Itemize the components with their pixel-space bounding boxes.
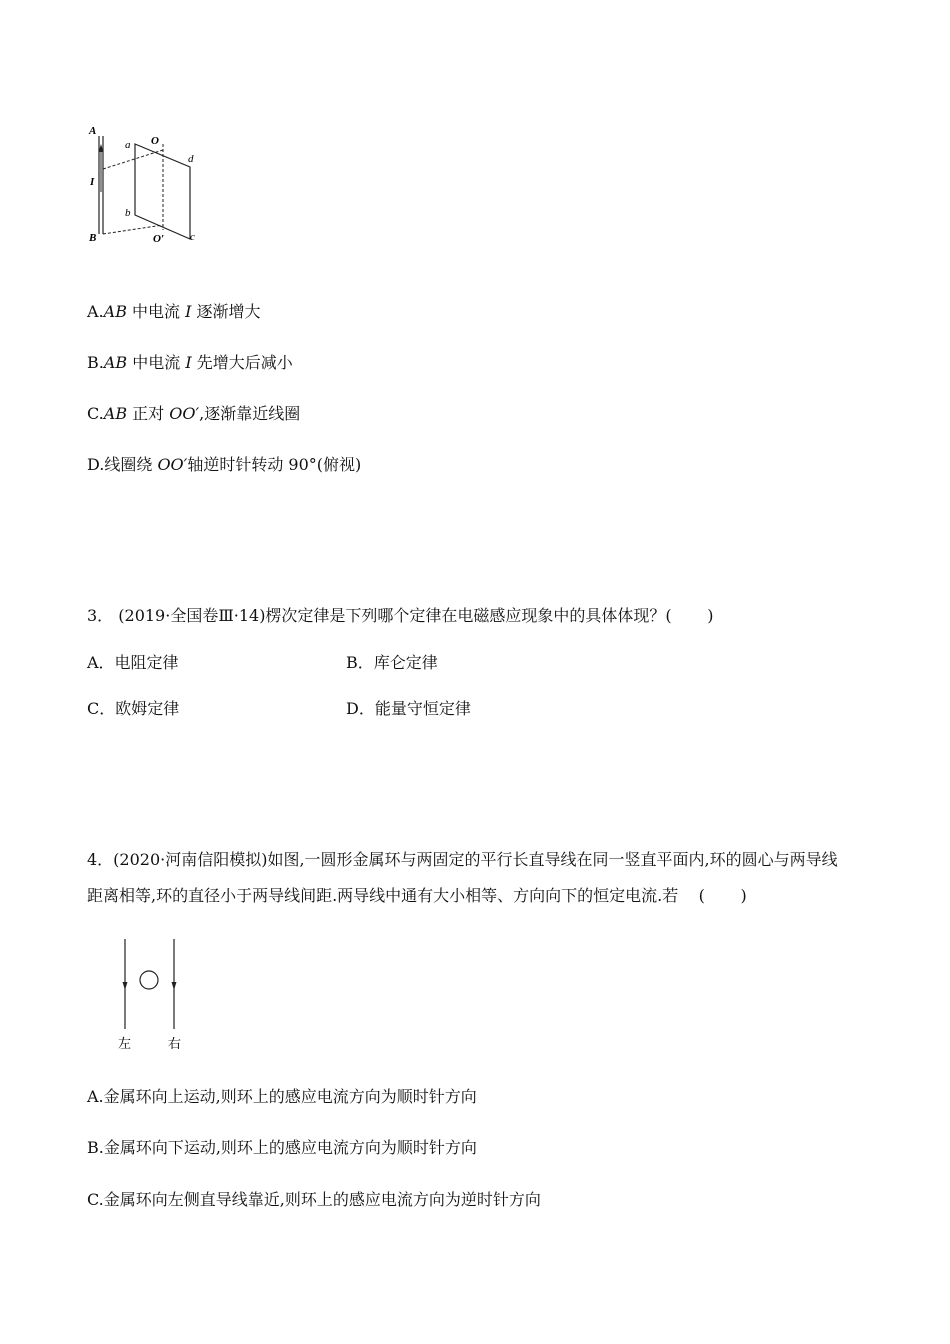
label-i: I xyxy=(90,176,95,188)
q4-option-b: B.金属环向下运动,则环上的感应电流方向为顺时针方向 xyxy=(87,1138,477,1157)
q4-stem-line1: 4．(2020·河南信阳模拟)如图,一圆形金属环与两固定的平行长直导线在同一竖直平面内,环的圆心与两导线 xyxy=(87,850,838,869)
label-left: 左 xyxy=(118,1036,132,1051)
label-o: O xyxy=(151,135,159,147)
q4-stem-line2: 距离相等,环的直径小于两导线间距.两导线中通有大小相等、方向向下的恒定电流.若 ( ) xyxy=(87,886,747,905)
q3-option-c: C．欧姆定律 xyxy=(87,699,180,718)
q4-option-a: A.金属环向上运动,则环上的感应电流方向为顺时针方向 xyxy=(87,1087,477,1106)
label-right: 右 xyxy=(168,1036,182,1051)
q4-option-c: C.金属环向左侧直导线靠近,则环上的感应电流方向为逆时针方向 xyxy=(87,1190,541,1209)
dash-top xyxy=(103,150,163,169)
label-a: a xyxy=(125,139,131,151)
left-wire-arrowhead xyxy=(123,982,128,990)
q2-option-c: C.AB 正对 OO′,逐渐靠近线圈 xyxy=(87,404,301,423)
q3-option-b: B．库仑定律 xyxy=(346,653,438,672)
coil-wire-figure xyxy=(80,122,220,247)
wires-ring-figure xyxy=(110,935,190,1055)
label-a-upper: A xyxy=(89,125,97,137)
label-o-prime: O′ xyxy=(153,233,165,245)
q2-option-b: B.AB 中电流 I 先增大后减小 xyxy=(87,353,293,372)
q2-option-a: A.AB 中电流 I 逐渐增大 xyxy=(87,302,261,321)
label-d: d xyxy=(188,153,194,165)
q3-stem: 3． (2019·全国卷Ⅲ·14)楞次定律是下列哪个定律在电磁感应现象中的具体体现？( ) xyxy=(87,606,714,625)
q2-option-d: D.线圈绕 OO′轴逆时针转动 90°(俯视) xyxy=(87,455,362,474)
label-c: c xyxy=(190,231,195,243)
label-b: b xyxy=(125,207,131,219)
metal-ring xyxy=(140,971,158,989)
label-b-upper: B xyxy=(89,232,97,244)
q3-option-d: D．能量守恒定律 xyxy=(346,699,471,718)
right-wire-arrowhead xyxy=(172,982,177,990)
q3-option-a: A．电阻定律 xyxy=(87,653,179,672)
